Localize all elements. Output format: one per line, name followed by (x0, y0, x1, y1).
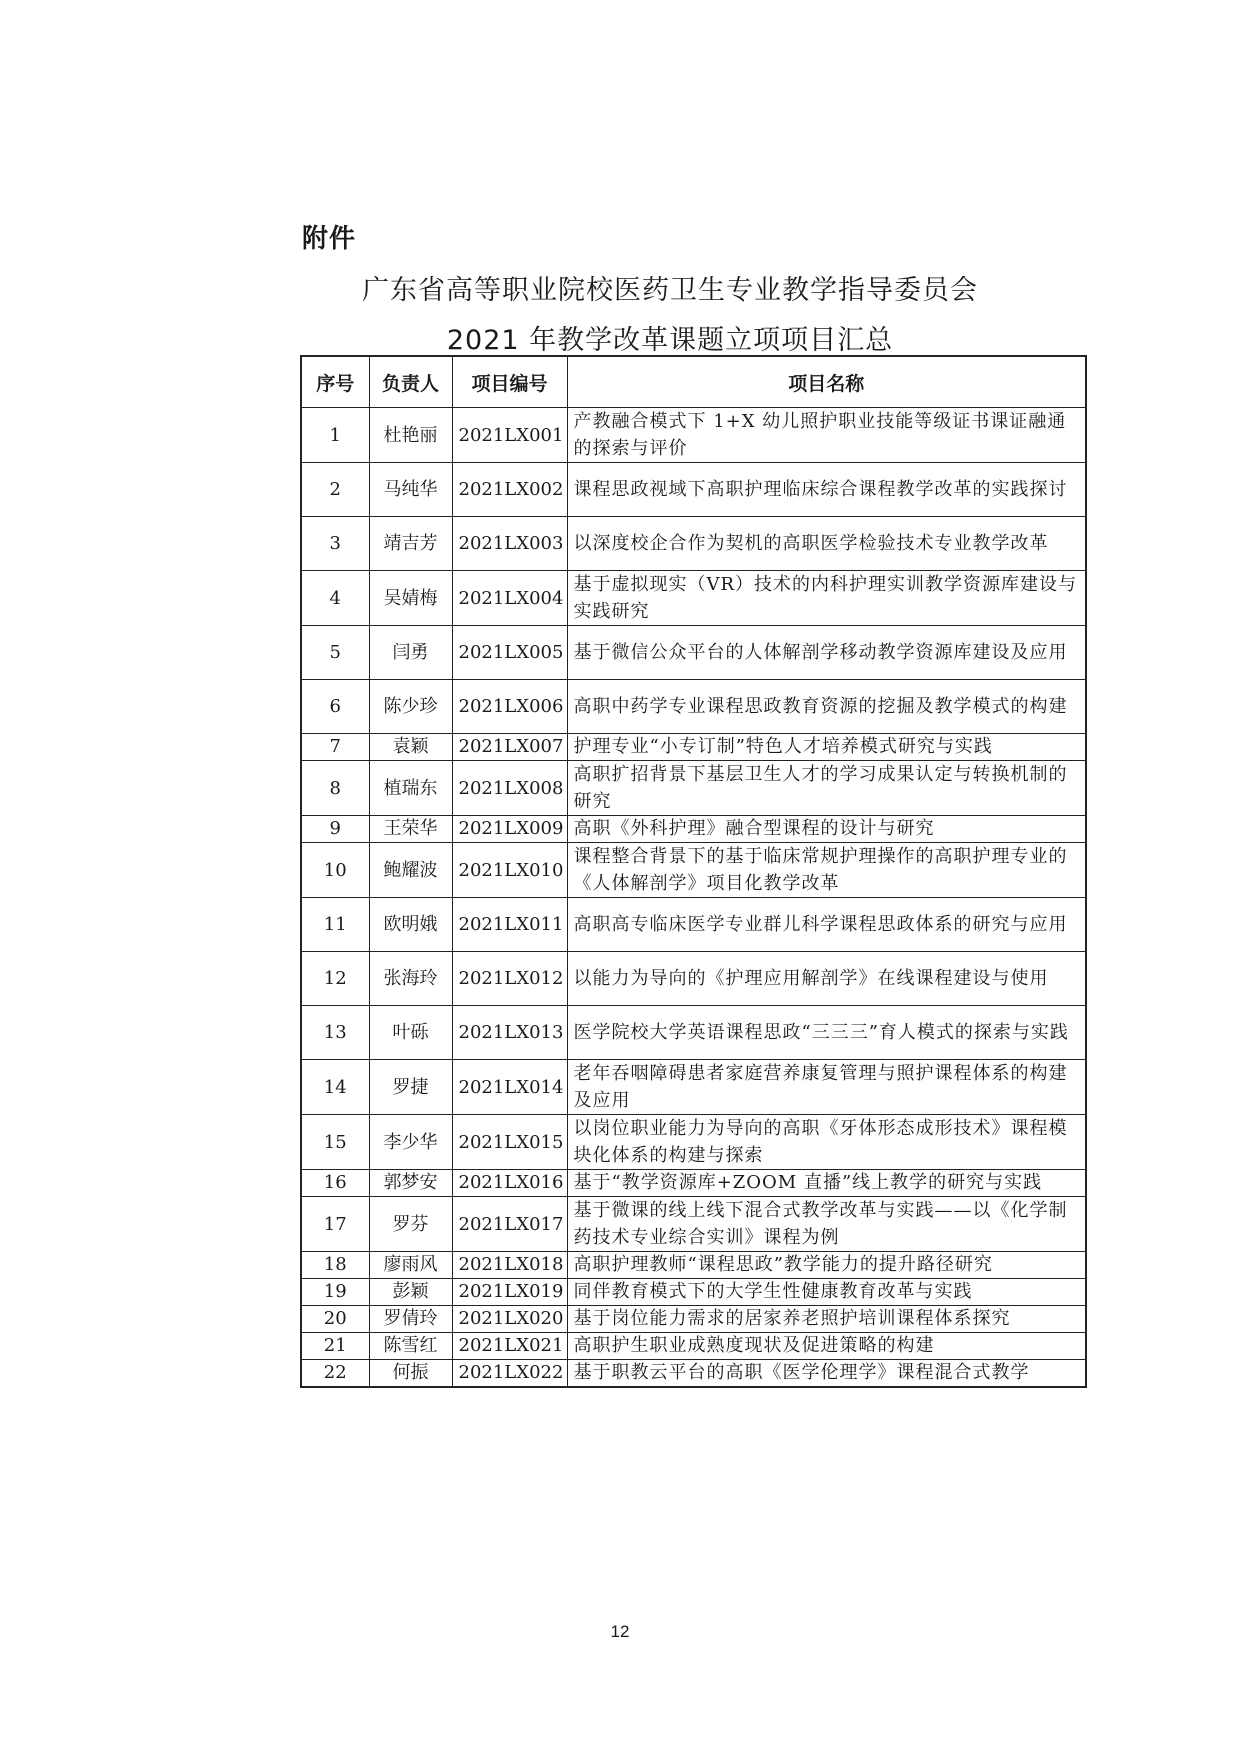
row-name: 高职中药学专业课程思政教育资源的挖掘及教学模式的构建 (567, 680, 1086, 734)
table-row (301, 734, 1086, 761)
row-name: 高职护理教师“课程思政”教学能力的提升路径研究 (567, 1252, 1086, 1279)
row-index: 15 (301, 1115, 369, 1170)
row-name: 基于微信公众平台的人体解剖学移动教学资源库建设及应用 (567, 626, 1086, 680)
table-row (301, 1252, 1086, 1279)
row-code: 2021LX003 (452, 517, 567, 571)
row-index: 22 (301, 1360, 369, 1388)
row-index: 8 (301, 761, 369, 816)
row-code: 2021LX014 (452, 1060, 567, 1115)
row-code: 2021LX007 (452, 734, 567, 761)
row-person: 彭颖 (369, 1279, 452, 1306)
row-code: 2021LX018 (452, 1252, 567, 1279)
row-name: 高职《外科护理》融合型课程的设计与研究 (567, 816, 1086, 843)
row-index: 16 (301, 1170, 369, 1197)
row-code: 2021LX021 (452, 1333, 567, 1360)
row-code: 2021LX008 (452, 761, 567, 816)
column-header-code: 项目编号 (452, 356, 567, 408)
row-code: 2021LX010 (452, 843, 567, 898)
row-name: 老年吞咽障碍患者家庭营养康复管理与照护课程体系的构建及应用 (567, 1060, 1086, 1115)
table-row (301, 1060, 1086, 1115)
row-code: 2021LX017 (452, 1197, 567, 1252)
page-number: 12 (610, 1622, 630, 1641)
row-code: 2021LX022 (452, 1360, 567, 1388)
row-person: 罗倩玲 (369, 1306, 452, 1333)
row-code: 2021LX016 (452, 1170, 567, 1197)
row-index: 9 (301, 816, 369, 843)
row-index: 4 (301, 571, 369, 626)
table-row (301, 816, 1086, 843)
row-person: 何振 (369, 1360, 452, 1388)
table-row (301, 517, 1086, 571)
row-person: 张海玲 (369, 952, 452, 1006)
row-person: 靖吉芳 (369, 517, 452, 571)
row-index: 12 (301, 952, 369, 1006)
table-row (301, 1006, 1086, 1060)
row-name: 护理专业“小专订制”特色人才培养模式研究与实践 (567, 734, 1086, 761)
row-index: 20 (301, 1306, 369, 1333)
table-row (301, 1115, 1086, 1170)
table-row (301, 898, 1086, 952)
row-index: 18 (301, 1252, 369, 1279)
row-person: 罗芬 (369, 1197, 452, 1252)
row-person: 陈雪红 (369, 1333, 452, 1360)
row-code: 2021LX015 (452, 1115, 567, 1170)
row-person: 李少华 (369, 1115, 452, 1170)
document-title-line2: 2021 年教学改革课题立项项目汇总 (446, 325, 894, 356)
row-code: 2021LX001 (452, 408, 567, 463)
row-index: 3 (301, 517, 369, 571)
row-code: 2021LX009 (452, 816, 567, 843)
document-title-line1: 广东省高等职业院校医药卫生专业教学指导委员会 (362, 275, 978, 306)
row-person: 陈少珍 (369, 680, 452, 734)
table-row (301, 1279, 1086, 1306)
row-index: 14 (301, 1060, 369, 1115)
row-person: 廖雨风 (369, 1252, 452, 1279)
row-name: 产教融合模式下 1+X 幼儿照护职业技能等级证书课证融通的探索与评价 (567, 408, 1086, 463)
table-row (301, 1306, 1086, 1333)
row-code: 2021LX005 (452, 626, 567, 680)
attachment-label: 附件 (302, 224, 357, 254)
table-row (301, 1360, 1086, 1388)
row-person: 袁颖 (369, 734, 452, 761)
row-name: 基于职教云平台的高职《医学伦理学》课程混合式教学 (567, 1360, 1086, 1388)
row-name: 医学院校大学英语课程思政“三三三”育人模式的探索与实践 (567, 1006, 1086, 1060)
row-index: 10 (301, 843, 369, 898)
table-header-row (301, 356, 1086, 408)
row-name: 高职扩招背景下基层卫生人才的学习成果认定与转换机制的研究 (567, 761, 1086, 816)
row-person: 杜艳丽 (369, 408, 452, 463)
row-name: 以岗位职业能力为导向的高职《牙体形态成形技术》课程模块化体系的构建与探索 (567, 1115, 1086, 1170)
table-row (301, 1170, 1086, 1197)
row-person: 植瑞东 (369, 761, 452, 816)
row-name: 基于“教学资源库+ZOOM 直播”线上教学的研究与实践 (567, 1170, 1086, 1197)
table-row (301, 680, 1086, 734)
row-person: 吴婧梅 (369, 571, 452, 626)
row-person: 欧明娥 (369, 898, 452, 952)
row-code: 2021LX006 (452, 680, 567, 734)
row-index: 21 (301, 1333, 369, 1360)
row-index: 1 (301, 408, 369, 463)
table-row (301, 1197, 1086, 1252)
row-person: 闫勇 (369, 626, 452, 680)
row-code: 2021LX012 (452, 952, 567, 1006)
row-index: 5 (301, 626, 369, 680)
row-code: 2021LX020 (452, 1306, 567, 1333)
column-header-person: 负责人 (369, 356, 452, 408)
table-row (301, 761, 1086, 816)
table-row (301, 463, 1086, 517)
row-name: 课程整合背景下的基于临床常规护理操作的高职护理专业的《人体解剖学》项目化教学改革 (567, 843, 1086, 898)
row-person: 罗捷 (369, 1060, 452, 1115)
row-index: 2 (301, 463, 369, 517)
row-name: 基于微课的线上线下混合式教学改革与实践——以《化学制药技术专业综合实训》课程为例 (567, 1197, 1086, 1252)
table-row (301, 571, 1086, 626)
row-name: 高职高专临床医学专业群儿科学课程思政体系的研究与应用 (567, 898, 1086, 952)
row-name: 同伴教育模式下的大学生性健康教育改革与实践 (567, 1279, 1086, 1306)
table-row (301, 408, 1086, 463)
row-name: 基于岗位能力需求的居家养老照护培训课程体系探究 (567, 1306, 1086, 1333)
row-name: 基于虚拟现实（VR）技术的内科护理实训教学资源库建设与实践研究 (567, 571, 1086, 626)
table-body (301, 408, 1086, 1388)
row-person: 鲍耀波 (369, 843, 452, 898)
row-person: 叶砾 (369, 1006, 452, 1060)
row-index: 7 (301, 734, 369, 761)
row-code: 2021LX019 (452, 1279, 567, 1306)
row-name: 以能力为导向的《护理应用解剖学》在线课程建设与使用 (567, 952, 1086, 1006)
row-index: 11 (301, 898, 369, 952)
row-code: 2021LX004 (452, 571, 567, 626)
row-name: 高职护生职业成熟度现状及促进策略的构建 (567, 1333, 1086, 1360)
row-index: 19 (301, 1279, 369, 1306)
row-code: 2021LX011 (452, 898, 567, 952)
project-summary-table (300, 355, 1087, 1388)
column-header-name: 项目名称 (567, 356, 1086, 408)
row-person: 郭梦安 (369, 1170, 452, 1197)
row-name: 课程思政视域下高职护理临床综合课程教学改革的实践探讨 (567, 463, 1086, 517)
row-code: 2021LX013 (452, 1006, 567, 1060)
row-person: 王荣华 (369, 816, 452, 843)
column-header-index: 序号 (301, 356, 369, 408)
table-row (301, 1333, 1086, 1360)
row-code: 2021LX002 (452, 463, 567, 517)
table-row (301, 843, 1086, 898)
row-index: 6 (301, 680, 369, 734)
row-index: 17 (301, 1197, 369, 1252)
table-row (301, 952, 1086, 1006)
row-index: 13 (301, 1006, 369, 1060)
table-row (301, 626, 1086, 680)
row-person: 马纯华 (369, 463, 452, 517)
row-name: 以深度校企合作为契机的高职医学检验技术专业教学改革 (567, 517, 1086, 571)
